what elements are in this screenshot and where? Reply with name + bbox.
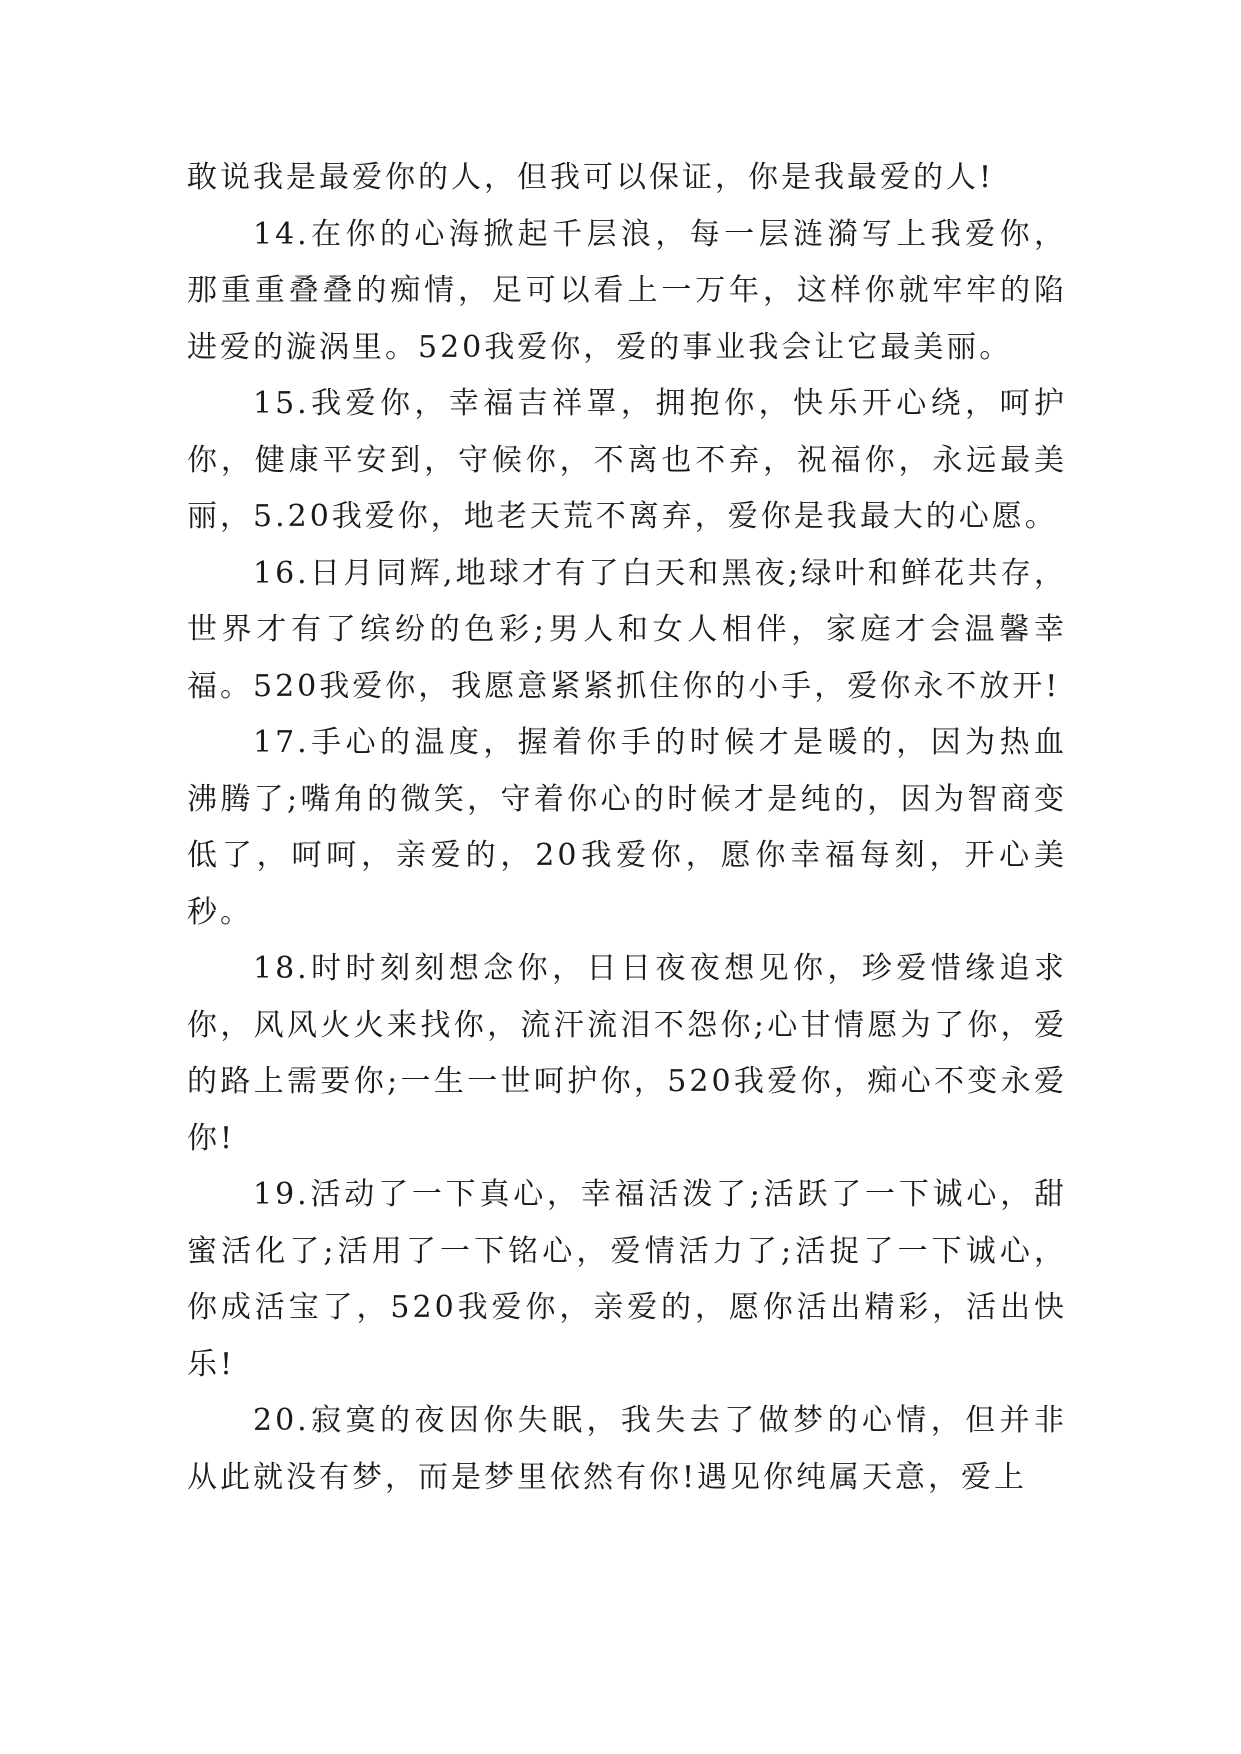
document-body — [187, 150, 1067, 1506]
paragraph-14: 14.在你的心海掀起千层浪，每一层涟漪写上我爱你，那重重叠叠的痴情，足可以看上一万年，这样你就牢牢的陷进爱的漩涡里。520我爱你，爱的事业我会让它最美丽。 — [187, 216, 1067, 365]
paragraph-19: 19.活动了一下真心，幸福活泼了;活跃了一下诚心，甜蜜活化了;活用了一下铭心，爱情活力了;活捉了一下诚心，你成活宝了，520我爱你，亲爱的，愿你活出精彩，活出快乐! — [187, 1177, 1067, 1382]
paragraph-16: 16.日月同辉,地球才有了白天和黑夜;绿叶和鲜花共存，世界才有了缤纷的色彩;男人和女人相伴，家庭才会温馨幸福。520我爱你，我愿意紧紧抓住你的小手，爱你永不放开! — [187, 555, 1067, 704]
paragraph-17: 17.手心的温度，握着你手的时候才是暖的，因为热血沸腾了;嘴角的微笑，守着你心的时候才是纯的，因为智商变低了，呵呵，亲爱的，20我爱你，愿你幸福每刻，开心美秒。 — [187, 725, 1067, 930]
paragraph-13-continuation: 敢说我是最爱你的人，但我可以保证，你是我最爱的人! — [187, 160, 995, 195]
paragraph-15: 15.我爱你，幸福吉祥罩，拥抱你，快乐开心绕，呵护你，健康平安到，守候你，不离也不弃，祝福你，永远最美丽，5.20我爱你，地老天荒不离弃，爱你是我最大的心愿。 — [187, 386, 1067, 534]
paragraph-18: 18.时时刻刻想念你，日日夜夜想见你，珍爱惜缘追求你，风风火火来找你，流汗流泪不怨你;心甘情愿为了你，爱的路上需要你;一生一世呵护你，520我爱你，痴心不变永爱你! — [187, 951, 1067, 1156]
paragraph-20: 20.寂寞的夜因你失眠，我失去了做梦的心情，但并非从此就没有梦，而是梦里依然有你!遇见你纯属天意，爱上 — [187, 1403, 1067, 1495]
